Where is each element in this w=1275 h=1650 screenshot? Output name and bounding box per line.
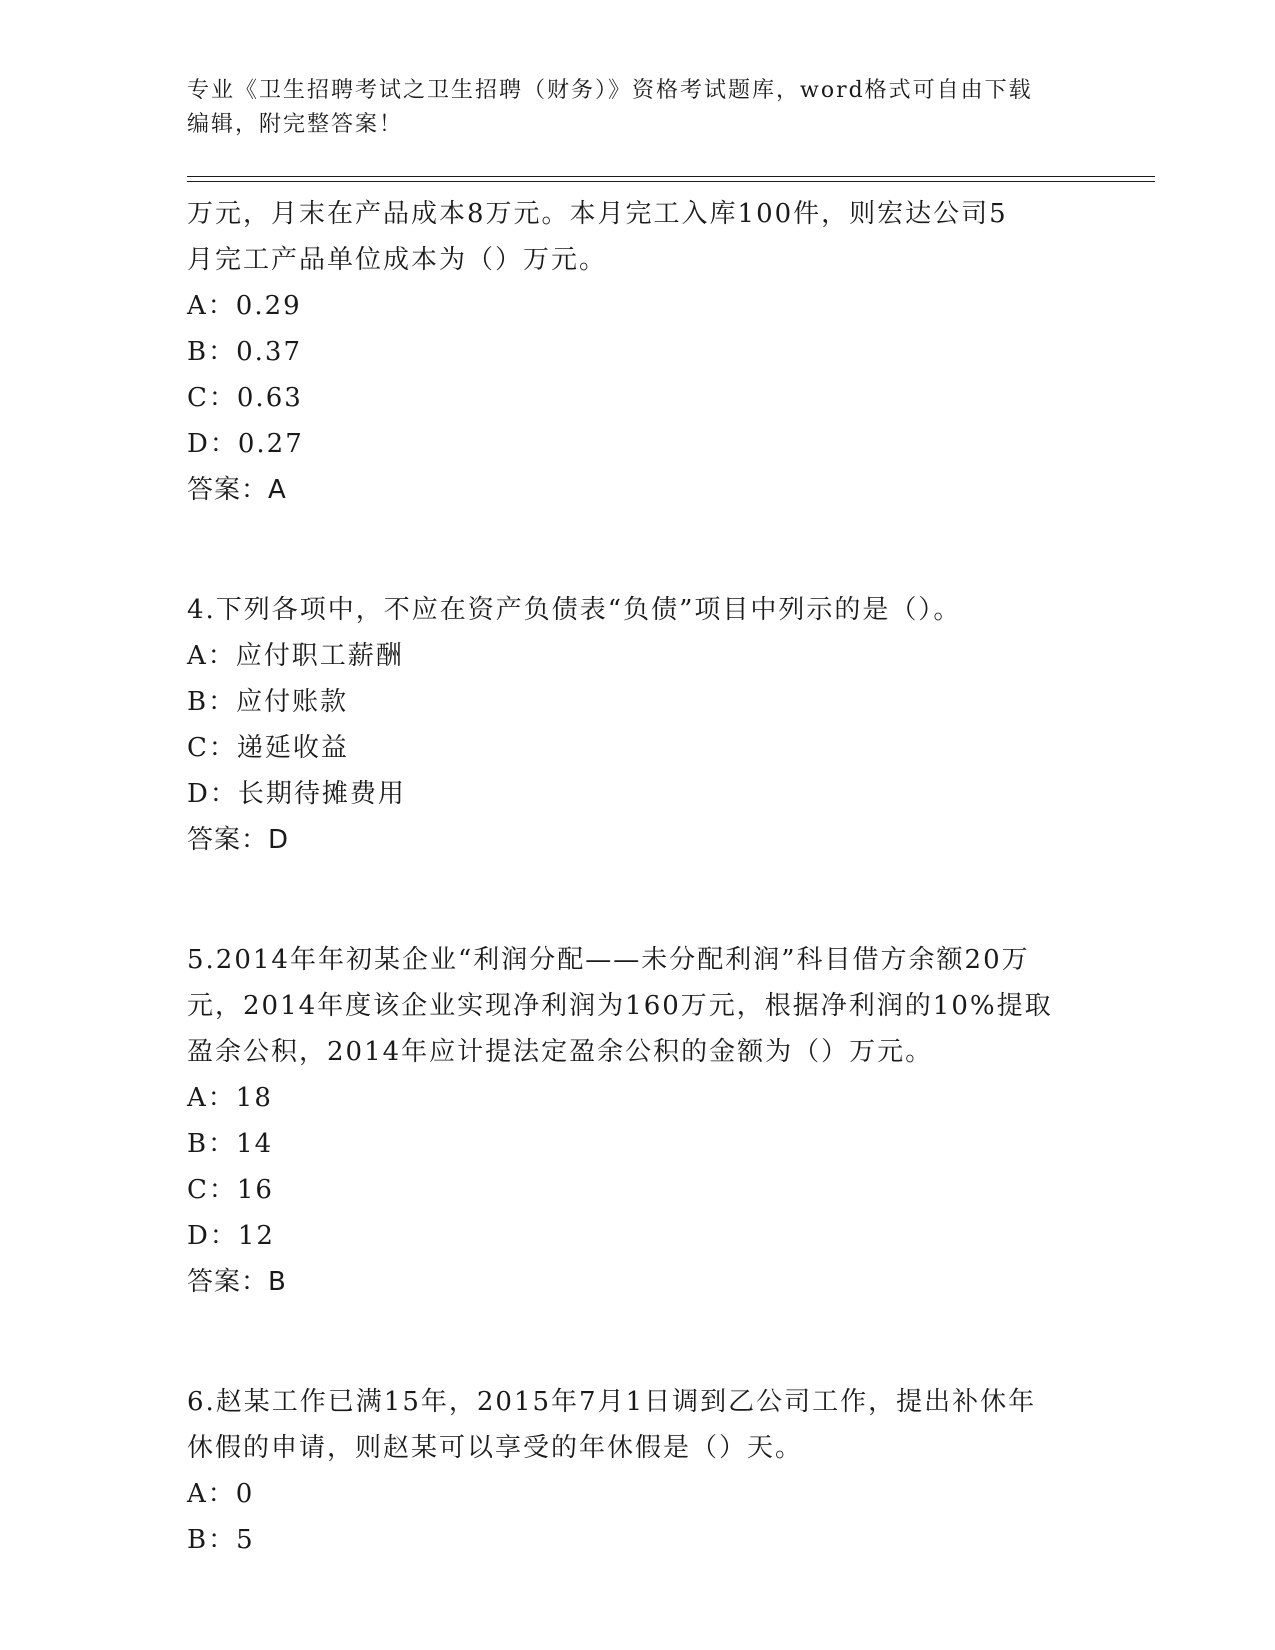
question-block-5 [187, 937, 1087, 1305]
question-text-line: 6.赵某工作已满15年，2015年7月1日调到乙公司工作，提出补休年 [187, 1387, 1037, 1417]
question-block-continued [187, 191, 1087, 513]
question-text-line: 盈余公积，2014年应计提法定盈余公积的金额为（）万元。 [187, 1037, 934, 1067]
question-text-line: 月完工产品单位成本为（）万元。 [187, 245, 608, 275]
option-b: B：应付账款 [187, 687, 349, 717]
option-b: B：5 [187, 1525, 255, 1555]
option-d: D：12 [187, 1221, 275, 1251]
option-c: C：0.63 [187, 383, 303, 413]
header-line-2: 编辑，附完整答案！ [187, 112, 404, 137]
answer-line: 答案：B [187, 1267, 287, 1297]
option-a: A：0.29 [187, 291, 302, 321]
question-text-line: 5.2014年年初某企业“利润分配——未分配利润”科目借方余额20万 [187, 945, 1030, 975]
option-c: C：16 [187, 1175, 274, 1205]
question-text-line: 休假的申请，则赵某可以享受的年休假是（）天。 [187, 1433, 804, 1463]
answer-line: 答案：D [187, 825, 290, 855]
question-block-4 [187, 587, 1087, 863]
question-spacer [187, 513, 1087, 587]
option-a: A：应付职工薪酬 [187, 641, 404, 671]
answer-line: 答案：A [187, 475, 287, 505]
option-b: B：14 [187, 1129, 274, 1159]
question-text-line: 万元，月末在产品成本8万元。本月完工入库100件，则宏达公司5 [187, 199, 1008, 229]
question-list [187, 191, 1087, 1563]
option-d: D：0.27 [187, 429, 304, 459]
option-a: A：0 [187, 1479, 255, 1509]
header-divider-bottom [187, 181, 1155, 182]
question-spacer [187, 1305, 1087, 1379]
page-header [187, 74, 1087, 142]
option-c: C：递延收益 [187, 733, 349, 763]
question-spacer [187, 863, 1087, 937]
option-b: B：0.37 [187, 337, 302, 367]
option-d: D：长期待摊费用 [187, 779, 406, 809]
header-divider-top [187, 176, 1155, 177]
option-a: A：18 [187, 1083, 273, 1113]
question-text-line: 4.下列各项中，不应在资产负债表“负债”项目中列示的是（）。 [187, 595, 962, 625]
question-text-line: 元，2014年度该企业实现净利润为160万元，根据净利润的10%提取 [187, 991, 1053, 1021]
question-block-6 [187, 1379, 1087, 1563]
header-line-1: 专业《卫生招聘考试之卫生招聘（财务）》资格考试题库，word格式可自由下载 [187, 78, 1033, 103]
